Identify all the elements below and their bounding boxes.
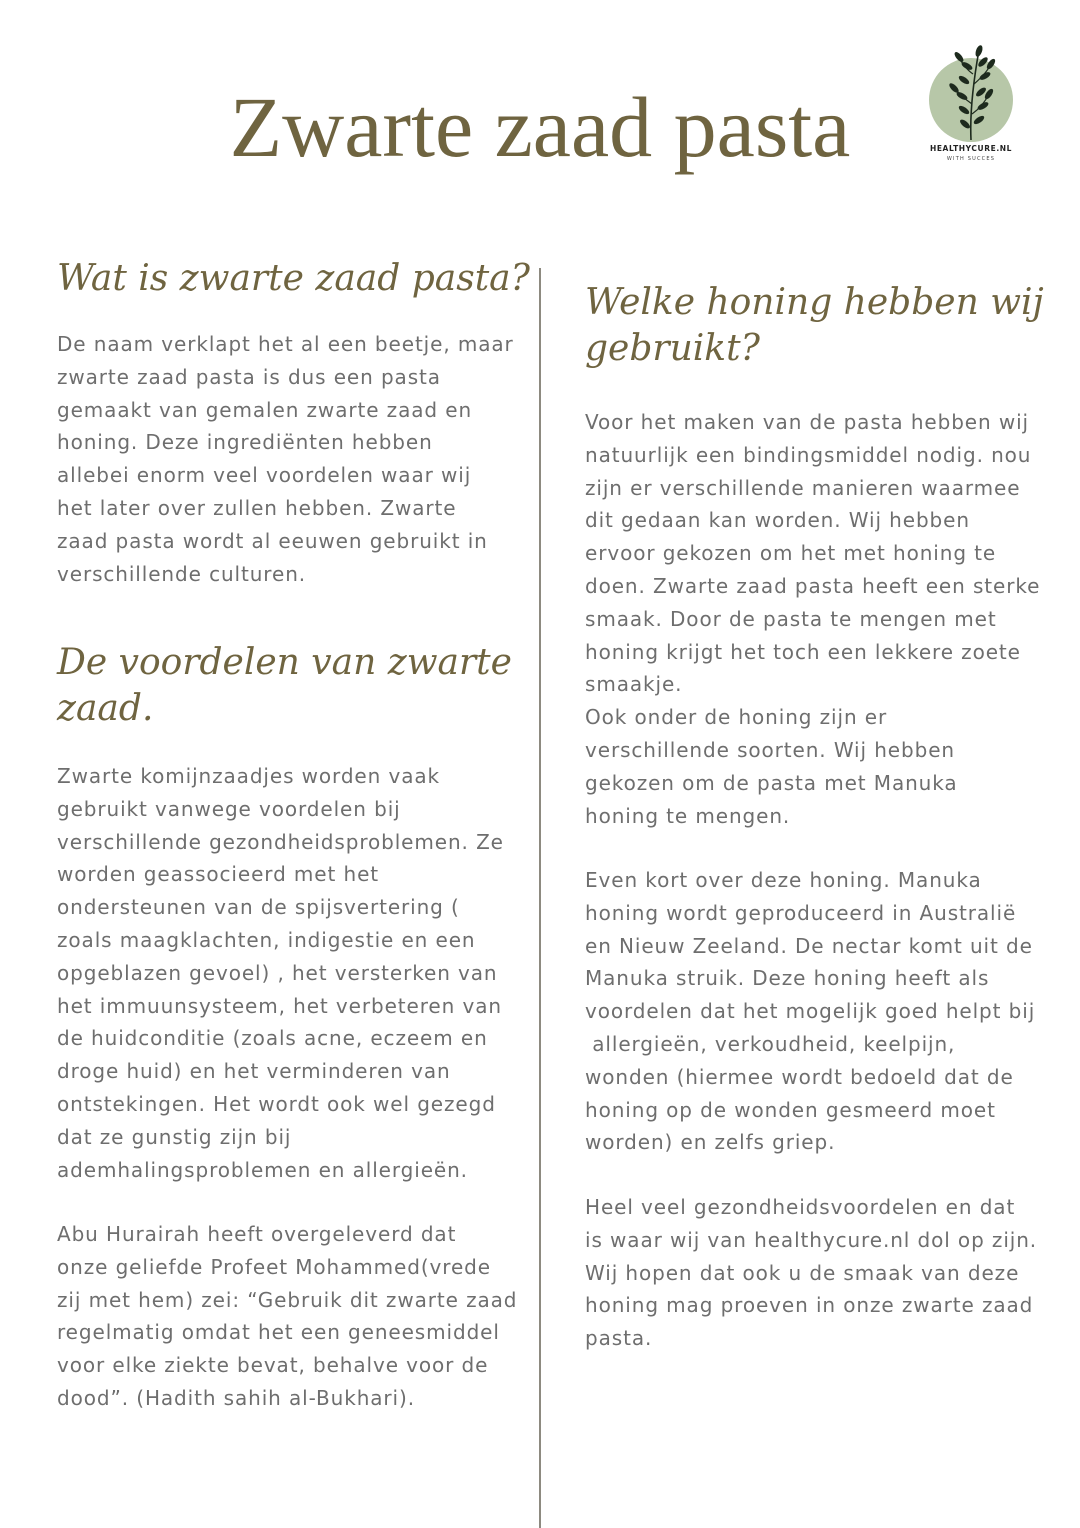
heading-line: gebruikt?	[585, 328, 760, 369]
text-line: dat ze gunstig zijn bij	[57, 1124, 292, 1149]
paragraph-what-is	[57, 328, 527, 590]
text-line: gemaakt van gemalen zwarte zaad en	[57, 397, 473, 422]
heading-line: De voordelen van zwarte	[57, 642, 512, 683]
text-line: wonden (hiermee wordt bedoeld dat de	[585, 1064, 1014, 1089]
text-line: ademhalingsproblemen en allergieën.	[57, 1157, 468, 1182]
text-line: Manuka struik. Deze honing heeft als	[585, 966, 990, 991]
paragraph-manuka	[585, 864, 1055, 1159]
text-line: en Nieuw Zeeland. De nectar komt uit de	[585, 933, 1033, 958]
text-line: het immuunsysteem, het verbeteren van	[57, 993, 502, 1018]
text-line: natuurlijk een bindingsmiddel nodig. nou	[585, 442, 1032, 467]
text-line: doen. Zwarte zaad pasta heeft een sterke	[585, 573, 1041, 598]
paragraph-benefits	[57, 760, 532, 1186]
section-heading-what-is: Wat is zwarte zaad pasta?	[57, 258, 530, 299]
text-line: zoals maagklachten, indigestie en een	[57, 927, 476, 952]
logo-brand-name: HEALTHYCURE.NL	[929, 144, 1013, 153]
text-line: ontstekingen. Het wordt ook wel gezegd	[57, 1091, 496, 1116]
paragraph-closing	[585, 1191, 1055, 1355]
text-line: zwarte zaad pasta is dus een pasta	[57, 364, 441, 389]
text-line: honing mag proeven in onze zwarte zaad	[585, 1293, 1034, 1318]
text-line: zaad pasta wordt al eeuwen gebruikt in	[57, 528, 488, 553]
text-line: honing krijgt het toch een lekkere zoete	[585, 639, 1021, 664]
text-line: Abu Hurairah heeft overgeleverd dat	[57, 1222, 457, 1246]
text-line: smaak. Door de pasta te mengen met	[585, 606, 997, 631]
page-title: Zwarte zaad pasta	[229, 79, 851, 175]
logo-tagline: WITH SUCCES	[946, 156, 996, 162]
olive-branch-icon	[937, 44, 1005, 144]
text-line: honing op de wonden gesmeerd moet	[585, 1097, 996, 1122]
text-line: smaakje.	[585, 672, 683, 697]
text-line: ervoor gekozen om het met honing te	[585, 541, 997, 566]
text-line: worden) en zelfs griep.	[585, 1130, 836, 1155]
text-line: Voor het maken van de pasta hebben wij	[585, 410, 1029, 434]
text-line: opgeblazen gevoel) , het versterken van	[57, 960, 498, 985]
text-line: Heel veel gezondheidsvoordelen en dat	[585, 1195, 1016, 1219]
text-line: voordelen dat het mogelijk goed helpt bij	[585, 999, 1036, 1024]
text-line: allergieën, verkoudheid, keelpijn,	[585, 1031, 956, 1056]
text-line: dit gedaan kan worden. Wij hebben	[585, 508, 970, 533]
text-line: honing wordt geproduceerd in Australië	[585, 900, 1017, 925]
heading-line: Welke honing hebben wij	[585, 282, 1044, 323]
text-line: verschillende gezondheidsproblemen. Ze	[57, 829, 504, 854]
text-line: honing. Deze ingrediënten hebben	[57, 430, 433, 455]
text-line: verschillende soorten. Wij hebben	[585, 737, 955, 762]
text-line: regelmatig omdat het een geneesmiddel	[57, 1320, 500, 1345]
text-line: honing te mengen.	[585, 803, 791, 828]
text-line: ondersteunen van de spijsvertering (	[57, 895, 460, 920]
text-line: Zwarte komijnzaadjes worden vaak	[57, 764, 440, 788]
text-line: gebruikt vanwege voordelen bij	[57, 796, 401, 821]
text-line: pasta.	[585, 1326, 653, 1351]
column-divider	[539, 268, 541, 1528]
paragraph-hadith	[57, 1218, 532, 1415]
text-line: het later over zullen hebben. Zwarte	[57, 495, 457, 520]
text-line: zijn er verschillende manieren waarmee	[585, 475, 1021, 500]
text-line: is waar wij van healthycure.nl dol op zijn.	[585, 1227, 1038, 1252]
section-heading-honey	[585, 280, 1044, 372]
text-line: allebei enorm veel voordelen waar wij	[57, 463, 472, 488]
text-line: worden geassocieerd met het	[57, 862, 380, 887]
text-line: de huidconditie (zoals acne, eczeem en	[57, 1026, 488, 1051]
brand-logo	[915, 44, 1027, 168]
text-line: zij met hem) zei: “Gebruik dit zwarte zaad	[57, 1287, 518, 1312]
text-line: Ook onder de honing zijn er	[585, 705, 888, 730]
text-line: dood”. (Hadith sahih al-Bukhari).	[57, 1385, 415, 1410]
text-line: De naam verklapt het al een beetje, maar	[57, 332, 514, 356]
text-line: verschillende culturen.	[57, 561, 307, 586]
section-heading-benefits	[57, 640, 512, 732]
heading-line: zaad.	[57, 688, 154, 729]
paragraph-honey-intro	[585, 406, 1055, 832]
text-line: Even kort over deze honing. Manuka	[585, 868, 982, 892]
text-line: voor elke ziekte bevat, behalve voor de	[57, 1353, 489, 1378]
text-line: droge huid) en het verminderen van	[57, 1059, 451, 1084]
text-line: gekozen om de pasta met Manuka	[585, 770, 958, 795]
text-line: onze geliefde Profeet Mohammed(vrede	[57, 1254, 491, 1279]
text-line: Wij hopen dat ook u de smaak van deze	[585, 1260, 1020, 1285]
